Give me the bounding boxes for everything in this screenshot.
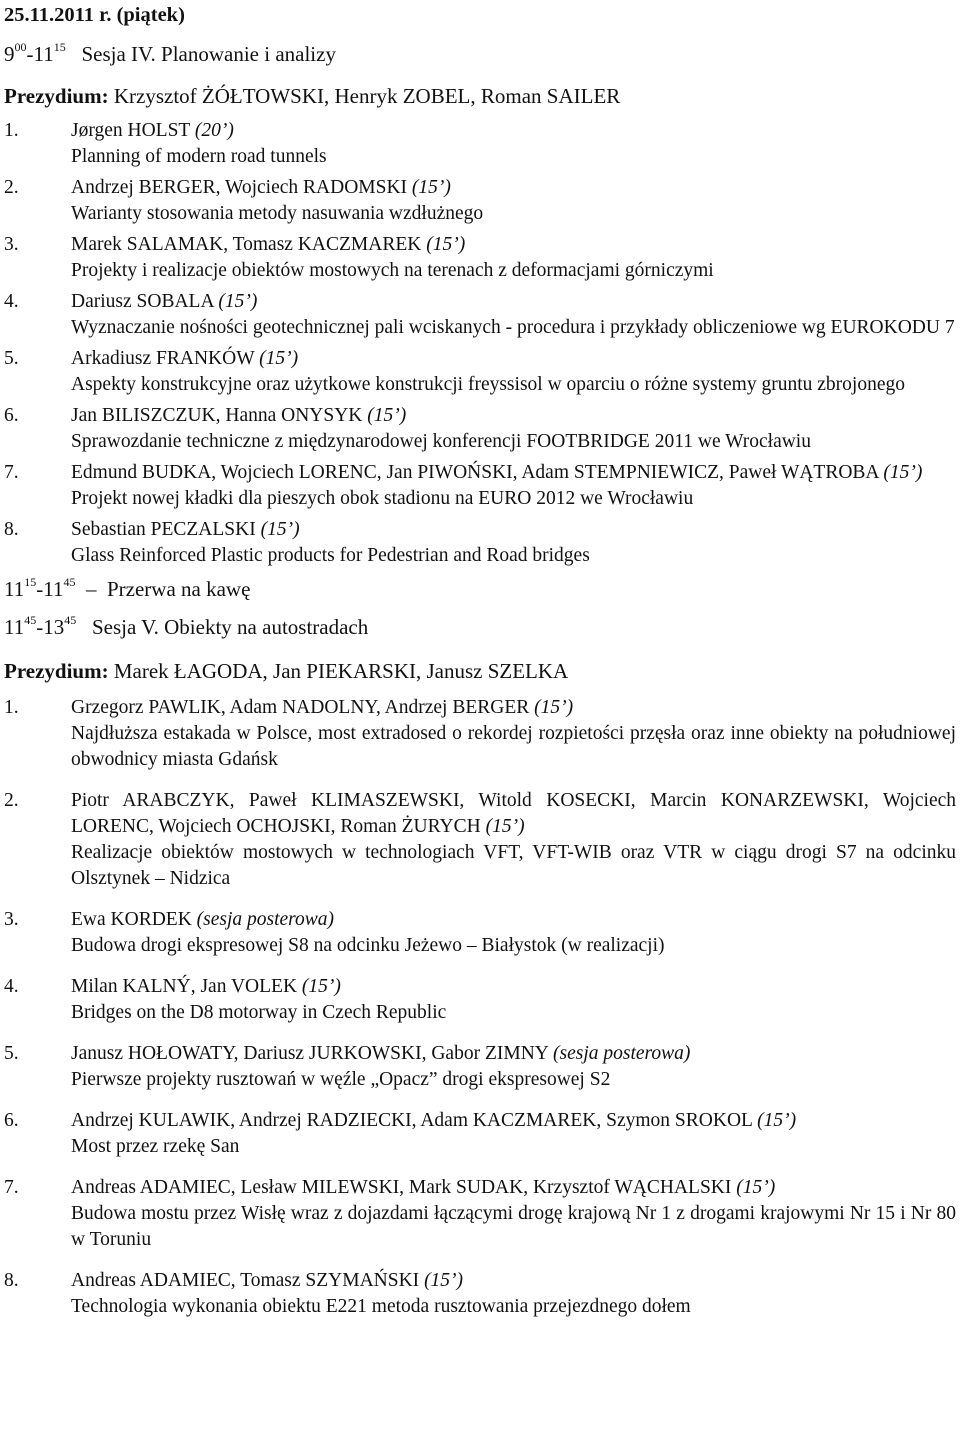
- session-4-end-hour: 11: [33, 42, 54, 66]
- talk-authors: Andrzej BERGER, Wojciech RADOMSKI: [71, 177, 408, 198]
- talk-duration: (15’): [260, 519, 300, 540]
- talk-duration: (15’): [757, 1110, 797, 1131]
- talk-authors: Ewa KORDEK: [71, 909, 192, 930]
- talk-authors: Sebastian PECZALSKI: [71, 519, 256, 540]
- talk-authors: Piotr ARABCZYK, Paweł KLIMASZEWSKI, Witold KOSECKI, Marcin KONARZEWSKI, Wojciech LORENC, Wojciech OCHOJSKI, Roman ŻURYCH: [71, 790, 956, 837]
- talk-duration: (15’): [424, 1270, 464, 1291]
- talk-title: Bridges on the D8 motorway in Czech Republic: [71, 1002, 447, 1023]
- presidium-label: Prezydium:: [4, 84, 109, 108]
- break-end-minute: 45: [63, 575, 76, 589]
- talk-item: [4, 175, 956, 227]
- talk-title: Warianty stosowania metody nasuwania wzdłużnego: [71, 203, 484, 224]
- talk-item: [4, 289, 956, 341]
- talk-item: [4, 1041, 956, 1093]
- talk-title: Aspekty konstrukcyjne oraz użytkowe konstrukcji freyssisol w oparciu o różne systemy gruntu zbrojonego: [71, 374, 905, 395]
- talk-duration: (20’): [194, 120, 234, 141]
- session-4-start-minute: 00: [14, 40, 27, 54]
- presidium-names: Krzysztof ŻÓŁTOWSKI, Henryk ZOBEL, Roman SAILER: [113, 84, 621, 108]
- talk-number: 1.: [4, 697, 19, 718]
- break-title: Przerwa na kawę: [106, 577, 251, 601]
- talk-authors: Andrzej KULAWIK, Andrzej RADZIECKI, Adam KACZMAREK, Szymon SROKOL: [71, 1110, 753, 1131]
- talk-duration: (sesja posterowa): [553, 1043, 691, 1064]
- talk-authors: Janusz HOŁOWATY, Dariusz JURKOWSKI, Gabor ZIMNY: [71, 1043, 549, 1064]
- talk-authors: Jørgen HOLST: [71, 120, 190, 141]
- talk-item: [4, 232, 956, 284]
- break-start-hour: 11: [4, 577, 25, 601]
- talk-duration: (15’): [534, 697, 574, 718]
- session-5-end-minute: 45: [64, 613, 77, 627]
- session-4-title: Sesja IV. Planowanie i analizy: [81, 42, 336, 66]
- talk-duration: (15’): [426, 234, 466, 255]
- presidium-names: Marek ŁAGODA, Jan PIEKARSKI, Janusz SZELKA: [113, 659, 569, 683]
- talk-number: 4.: [4, 976, 19, 997]
- session-5-start-minute: 45: [24, 613, 37, 627]
- talk-title: Glass Reinforced Plastic products for Pedestrian and Road bridges: [71, 545, 590, 566]
- session-4-presidium: [4, 82, 956, 112]
- talk-duration: (15’): [485, 816, 525, 837]
- session-4-time-title: $9^{00}-11^{15}$ Sesja IV. Planowanie i analizy: [4, 40, 336, 66]
- talk-authors: Edmund BUDKA, Wojciech LORENC, Jan PIWOŃSKI, Adam STEMPNIEWICZ, Paweł WĄTROBA: [71, 462, 879, 483]
- talk-number: 3.: [4, 909, 19, 930]
- talk-title: Technologia wykonania obiektu E221 metoda rusztowania przejezdnego dołem: [71, 1296, 691, 1317]
- talk-title: Most przez rzekę San: [71, 1136, 240, 1157]
- talk-number: 2.: [4, 177, 19, 198]
- talk-title: Planning of modern road tunnels: [71, 146, 327, 167]
- talk-item: [4, 517, 956, 569]
- talk-title: Budowa mostu przez Wisłę wraz z dojazdami łączącymi drogę krajową Nr 1 z drogami krajowymi Nr 15 i Nr 80 w Toruniu: [71, 1203, 956, 1250]
- talk-number: 3.: [4, 234, 19, 255]
- talk-title: Realizacje obiektów mostowych w technologiach VFT, VFT-WIB oraz VTR w ciągu drogi S7 na odcinku Olsztynek – Nidzica: [71, 842, 956, 889]
- talk-title: Pierwsze projekty rusztowań w węźle „Opacz” drogi ekspresowej S2: [71, 1069, 611, 1090]
- talk-number: 5.: [4, 348, 19, 369]
- session-4-end-minute: 15: [53, 40, 66, 54]
- talk-title: Wyznaczanie nośności geotechnicznej pali wciskanych - procedura i przykłady obliczeniowe wg EUROKODU 7: [71, 317, 955, 338]
- talk-item: [4, 974, 956, 1026]
- talk-duration: (15’): [301, 976, 341, 997]
- session-4-start-hour: 9: [4, 42, 15, 66]
- talk-item: [4, 403, 956, 455]
- talk-number: 1.: [4, 120, 19, 141]
- talk-number: 8.: [4, 1270, 19, 1291]
- talk-item: [4, 788, 956, 892]
- talk-title: Projekt nowej kładki dla pieszych obok stadionu na EURO 2012 we Wrocławiu: [71, 488, 694, 509]
- session-5-start-hour: 11: [4, 615, 25, 639]
- talk-number: 6.: [4, 405, 19, 426]
- talk-number: 5.: [4, 1043, 19, 1064]
- session-5-time-title: $11^{45}-13^{45}$ Sesja V. Obiekty na autostradach: [4, 613, 369, 639]
- talk-item: [4, 460, 956, 512]
- talk-duration: (15’): [218, 291, 258, 312]
- session-5-talk-list: [4, 695, 956, 1320]
- talk-duration: (15’): [883, 462, 923, 483]
- talk-number: 4.: [4, 291, 19, 312]
- coffee-break: $11^{15}-11^{45}$ – Przerwa na kawę: [4, 575, 251, 601]
- talk-duration: (15’): [411, 177, 451, 198]
- session-4-talk-list: [4, 118, 956, 569]
- talk-number: 7.: [4, 1177, 19, 1198]
- session-5-end-hour: 13: [43, 615, 65, 639]
- talk-duration: (sesja posterowa): [196, 909, 335, 930]
- break-end-hour: 11: [43, 577, 64, 601]
- talk-authors: Dariusz SOBALA: [71, 291, 214, 312]
- talk-title: Projekty i realizacje obiektów mostowych na terenach z deformacjami górniczymi: [71, 260, 714, 281]
- presidium-label: Prezydium:: [4, 659, 109, 683]
- talk-number: 6.: [4, 1110, 19, 1131]
- talk-authors: Arkadiusz FRANKÓW: [71, 348, 255, 369]
- program-page: [4, 0, 956, 1320]
- break-start-minute: 15: [24, 575, 37, 589]
- talk-authors: Andreas ADAMIEC, Lesław MILEWSKI, Mark SUDAK, Krzysztof WĄCHALSKI: [71, 1177, 732, 1198]
- talk-title: Budowa drogi ekspresowej S8 na odcinku Jeżewo – Białystok (w realizacji): [71, 935, 665, 956]
- talk-title: Najdłuższa estakada w Polsce, most extradosed o rekordej rozpietości przęsła oraz inne obiekty na południowej obwodnicy miasta Gdańsk: [71, 723, 956, 770]
- talk-authors: Andreas ADAMIEC, Tomasz SZYMAŃSKI: [71, 1270, 420, 1291]
- day-date: 25.11.2011 r. (piątek): [4, 4, 185, 26]
- talk-authors: Marek SALAMAK, Tomasz KACZMAREK: [71, 234, 422, 255]
- talk-item: [4, 118, 956, 170]
- talk-item: [4, 346, 956, 398]
- talk-item: [4, 1108, 956, 1160]
- talk-duration: (15’): [367, 405, 407, 426]
- talk-item: [4, 907, 956, 959]
- talk-title: Sprawozdanie techniczne z międzynarodowej konferencji FOOTBRIDGE 2011 we Wrocławiu: [71, 431, 811, 452]
- talk-authors: Milan KALNÝ, Jan VOLEK: [71, 976, 298, 997]
- talk-duration: (15’): [259, 348, 299, 369]
- session-5-title: Sesja V. Obiekty na autostradach: [91, 615, 369, 639]
- talk-item: [4, 695, 956, 773]
- talk-authors: Jan BILISZCZUK, Hanna ONYSYK: [71, 405, 363, 426]
- talk-item: [4, 1175, 956, 1253]
- talk-number: 2.: [4, 790, 19, 811]
- talk-item: [4, 1268, 956, 1320]
- talk-number: 8.: [4, 519, 19, 540]
- talk-authors: Grzegorz PAWLIK, Adam NADOLNY, Andrzej BERGER: [71, 697, 530, 718]
- talk-number: 7.: [4, 462, 19, 483]
- talk-duration: (15’): [736, 1177, 776, 1198]
- session-5-presidium: [4, 657, 956, 687]
